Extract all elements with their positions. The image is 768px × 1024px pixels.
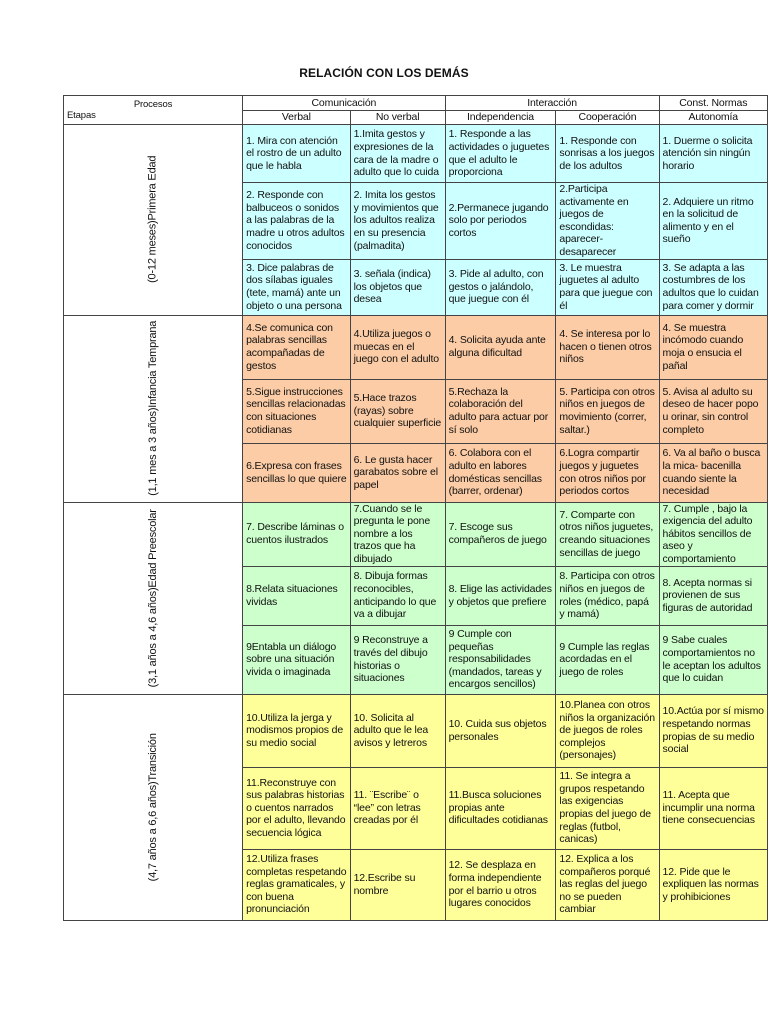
cell-cooperacion: 9 Cumple las reglas acordadas en el juego de roles [556, 625, 659, 694]
table-row [64, 694, 768, 767]
stage-label: (0-12 meses)Primera Edad [146, 156, 159, 284]
cell-cooperacion: 11. Se integra a grupos respetando las exigencias propias del juego de reglas (futbol, canicas) [556, 767, 659, 849]
cell-independencia: 10. Cuida sus objetos personales [445, 694, 556, 767]
cell-independencia: 3. Pide al adulto, con gestos o jalándolo, que juegue con él [445, 259, 556, 315]
cell-no-verbal: 10. Solicita al adulto que le lea avisos y letreros [350, 694, 445, 767]
cell-verbal: 8.Relata situaciones vividas [243, 566, 351, 625]
group-header-comunicacion: Comunicación [243, 96, 446, 111]
corner-stages-label: Etapas [67, 110, 96, 121]
stage-label-cell [64, 694, 243, 920]
cell-cooperacion: 7. Comparte con otros niños juguetes, creando situaciones sencillas de juego [556, 502, 659, 566]
group-header-normas: Const. Normas [659, 96, 767, 111]
cell-verbal: 6.Expresa con frases sencillas lo que quiere [243, 443, 351, 502]
cell-no-verbal: 2. Imita los gestos y movimientos que los adultos realiza en su presencia (palmadita) [350, 183, 445, 260]
cell-verbal: 2. Responde con balbuceos o sonidos a las palabras de la madre u otros adultos conocidos [243, 183, 351, 260]
cell-verbal: 3. Dice palabras de dos sílabas iguales (tete, mamá) ante un objeto o una persona [243, 259, 351, 315]
cell-autonomia: 10.Actúa por sí mismo respetando normas propias de su medio social [659, 694, 767, 767]
stage-label-cell [64, 502, 243, 694]
cell-independencia: 2.Permanece jugando solo por periodos cortos [445, 183, 556, 260]
stage-label-cell [64, 125, 243, 316]
cell-independencia: 6. Colabora con el adulto en labores domésticas sencillas (barrer, ordenar) [445, 443, 556, 502]
cell-cooperacion: 1. Responde con sonrisas a los juegos de los adultos [556, 125, 659, 183]
cell-autonomia: 9 Sabe cuales comportamientos no le aceptan los adultos que lo cuidan [659, 625, 767, 694]
cell-autonomia: 5. Avisa al adulto su deseo de hacer popo u orinar, sin control completo [659, 379, 767, 443]
cell-no-verbal: 8. Dibuja formas reconocibles, anticipando lo que va a dibujar [350, 566, 445, 625]
cell-no-verbal: 12.Escribe su nombre [350, 849, 445, 920]
cell-autonomia: 1. Duerme o solicita atención sin ningún horario [659, 125, 767, 183]
cell-verbal: 10.Utiliza la jerga y modismos propios de su medio social [243, 694, 351, 767]
cell-autonomia: 11. Acepta que incumplir una norma tiene consecuencias [659, 767, 767, 849]
subheader-no-verbal: No verbal [350, 111, 445, 125]
page-title: RELACIÓN CON LOS DEMÁS [299, 66, 469, 80]
cell-independencia: 9 Cumple con pequeñas responsabilidades (mandados, tareas y encargos sencillos) [445, 625, 556, 694]
table-row [64, 315, 768, 379]
cell-autonomia: 6. Va al baño o busca la mica- bacenilla cuando siente la necesidad [659, 443, 767, 502]
cell-no-verbal: 5.Hace trazos (rayas) sobre cualquier superficie [350, 379, 445, 443]
cell-autonomia: 8. Acepta normas si provienen de sus figuras de autoridad [659, 566, 767, 625]
cell-autonomia: 7. Cumple , bajo la exigencia del adulto hábitos sencillos de aseo y comportamiento [659, 502, 767, 566]
cell-independencia: 5.Rechaza la colaboración del adulto para actuar por sí solo [445, 379, 556, 443]
cell-cooperacion: 10.Planea con otros niños la organización de juegos de roles complejos (personajes) [556, 694, 659, 767]
cell-verbal: 5.Sigue instrucciones sencillas relacionadas con situaciones cotidianas [243, 379, 351, 443]
cell-cooperacion: 3. Le muestra juguetes al adulto para que juegue con él [556, 259, 659, 315]
cell-independencia: 1. Responde a las actividades o juguetes que el adulto le proporciona [445, 125, 556, 183]
stage-label: (3,1 años a 4,6 años)Edad Preescolar [146, 509, 159, 688]
subheader-autonomia: Autonomía [659, 111, 767, 125]
cell-cooperacion: 2.Participa activamente en juegos de escondidas: aparecer-desaparecer [556, 183, 659, 260]
cell-cooperacion: 4. Se interesa por lo hacen o tienen otros niños [556, 315, 659, 379]
cell-cooperacion: 5. Participa con otros niños en juegos de movimiento (correr, saltar.) [556, 379, 659, 443]
cell-verbal: 7. Describe láminas o cuentos ilustrados [243, 502, 351, 566]
cell-verbal: 11.Reconstruye con sus palabras historias o cuentos narrados por el adulto, llevando secuencia lógica [243, 767, 351, 849]
cell-verbal: 1. Mira con atención el rostro de un adulto que le habla [243, 125, 351, 183]
corner-processes-label: Procesos [133, 99, 173, 110]
group-header-interaccion: Interacción [445, 96, 659, 111]
stage-label: (1,1 mes a 3 años)Infancia Temprana [146, 321, 159, 497]
cell-no-verbal: 11. ¨Escribe¨ o “lee” con letras creadas por él [350, 767, 445, 849]
cell-verbal: 12.Utiliza frases completas respetando reglas gramaticales, y con buena pronunciación [243, 849, 351, 920]
cell-cooperacion: 8. Participa con otros niños en juegos de roles (médico, papá y mamá) [556, 566, 659, 625]
cell-cooperacion: 12. Explica a los compañeros porqué las reglas del juego no se pueden cambiar [556, 849, 659, 920]
stage-label-cell [64, 315, 243, 502]
cell-independencia: 12. Se desplaza en forma independiente por el barrio u otros lugares conocidos [445, 849, 556, 920]
cell-autonomia: 4. Se muestra incómodo cuando moja o ensucia el pañal [659, 315, 767, 379]
cell-verbal: 9Entabla un diálogo sobre una situación vivida o imaginada [243, 625, 351, 694]
cell-no-verbal: 9 Reconstruye a través del dibujo historias o situaciones [350, 625, 445, 694]
corner-header [64, 96, 243, 125]
cell-no-verbal: 6. Le gusta hacer garabatos sobre el papel [350, 443, 445, 502]
cell-independencia: 4. Solicita ayuda ante alguna dificultad [445, 315, 556, 379]
development-table [63, 95, 768, 921]
cell-no-verbal: 7.Cuando se le pregunta le pone nombre a los trazos que ha dibujado [350, 502, 445, 566]
cell-no-verbal: 1.Imita gestos y expresiones de la cara de la madre o adulto que lo cuida [350, 125, 445, 183]
subheader-cooperacion: Cooperación [556, 111, 659, 125]
cell-autonomia: 12. Pide que le expliquen las normas y prohibiciones [659, 849, 767, 920]
subheader-verbal: Verbal [243, 111, 351, 125]
table-body [64, 125, 768, 921]
cell-independencia: 7. Escoge sus compañeros de juego [445, 502, 556, 566]
cell-independencia: 8. Elige las actividades y objetos que prefiere [445, 566, 556, 625]
table-row [64, 502, 768, 566]
cell-no-verbal: 4.Utiliza juegos o muecas en el juego con el adulto [350, 315, 445, 379]
stage-label: (4,7 años a 6,6 años)Transición [146, 733, 159, 882]
cell-no-verbal: 3. señala (indica) los objetos que desea [350, 259, 445, 315]
subheader-independencia: Independencia [445, 111, 556, 125]
cell-independencia: 11.Busca soluciones propias ante dificultades cotidianas [445, 767, 556, 849]
cell-autonomia: 2. Adquiere un ritmo en la solicitud de alimento y en el sueño [659, 183, 767, 260]
cell-autonomia: 3. Se adapta a las costumbres de los adultos que lo cuidan para comer y dormir [659, 259, 767, 315]
table-row [64, 125, 768, 183]
cell-cooperacion: 6.Logra compartir juegos y juguetes con otros niños por periodos cortos [556, 443, 659, 502]
cell-verbal: 4.Se comunica con palabras sencillas acompañadas de gestos [243, 315, 351, 379]
